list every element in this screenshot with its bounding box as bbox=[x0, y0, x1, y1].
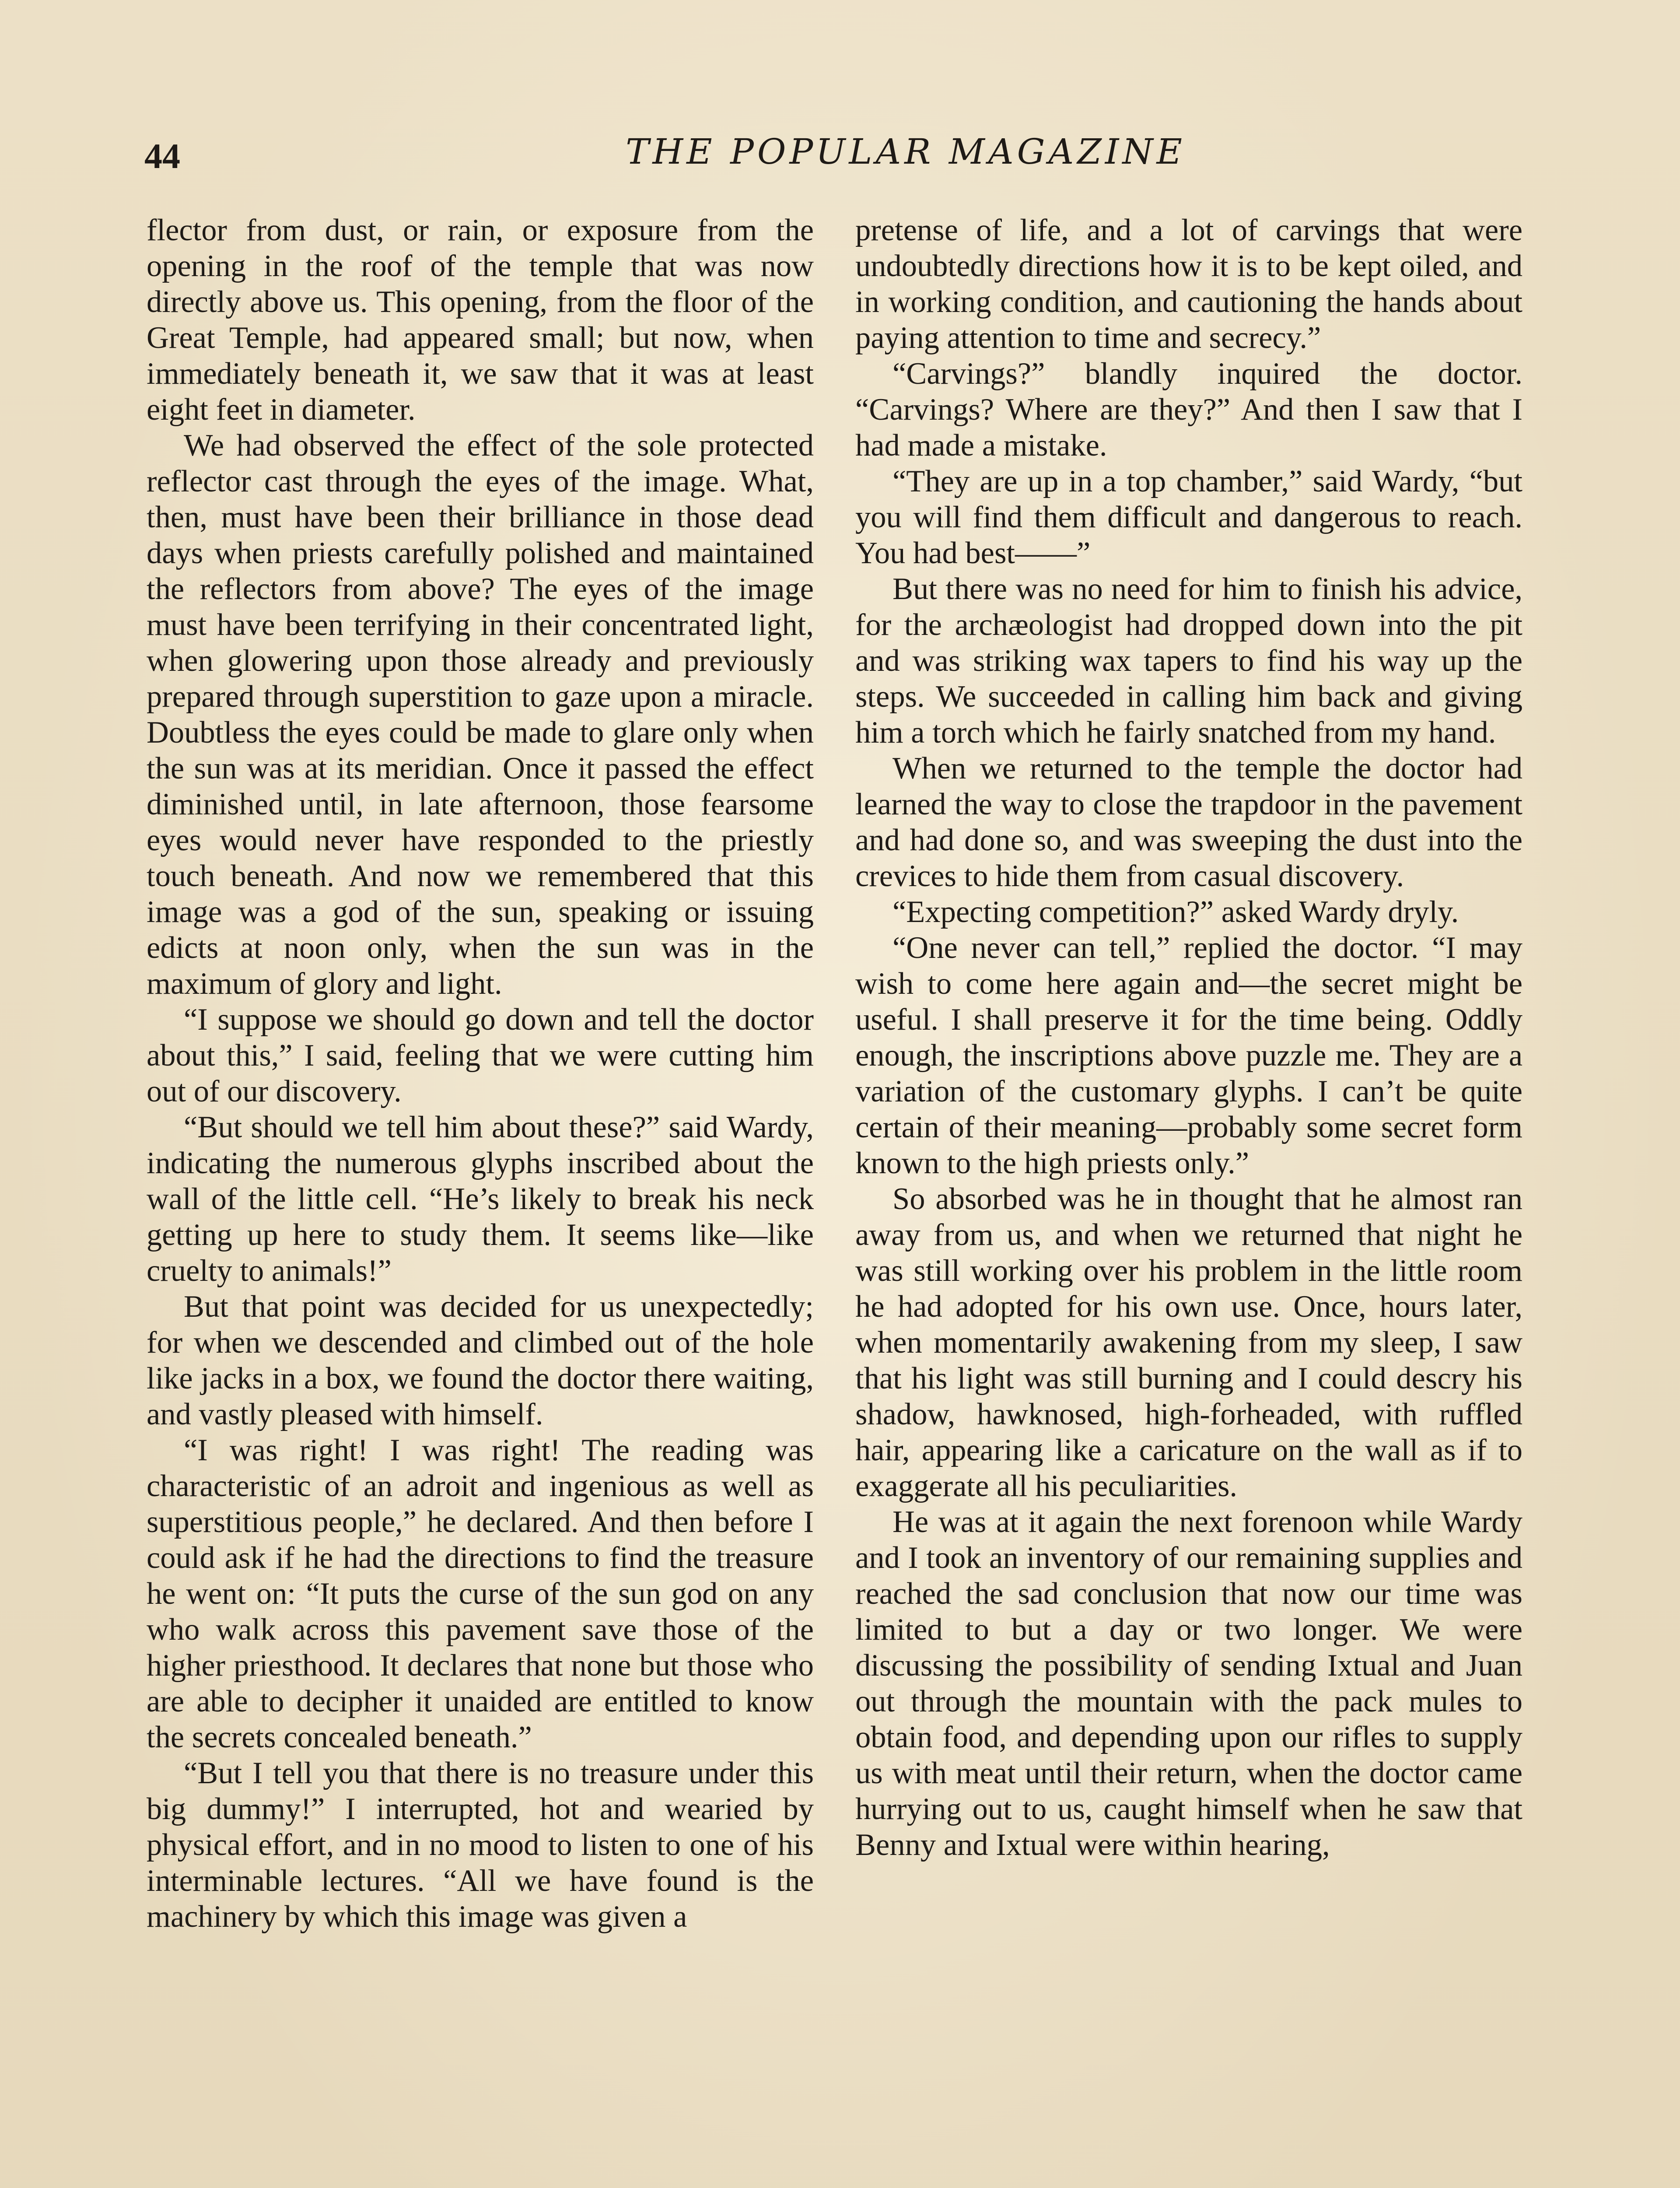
paragraph: He was at it again the next forenoon while Wardy and I took an inventory of our remaining supplies and reached the sad conclusion that now our time was limited to but a day or two longer. We were discussing the possibility of sending Ixtual and Juan out through the mountain with the pack mules to obtain food, and depending upon our rifles to supply us with meat until their return, when the doctor came hurrying out to us, caught himself when he saw that Benny and Ixtual were within hearing, bbox=[855, 1505, 1522, 1862]
paragraph: “Expecting competition?” asked Wardy dryly. bbox=[892, 895, 1459, 929]
right-column bbox=[855, 212, 1522, 1863]
page-number: 44 bbox=[144, 136, 180, 176]
paragraph: When we returned to the temple the doctor had learned the way to close the trapdoor in the pavement and had done so, and was sweeping the dust into the crevices to hide them from casual discovery. bbox=[855, 751, 1522, 893]
paragraph: “I suppose we should go down and tell the doctor about this,” I said, feeling that we were cutting him out of our discovery. bbox=[147, 1003, 814, 1108]
paragraph: flector from dust, or rain, or exposure from the opening in the roof of the temple that was now directly above us. This opening, from the floor of the Great Temple, had appeared small; but now, when immediately beneath it, we saw that it was at least eight feet in diameter. bbox=[147, 213, 814, 427]
paragraph: pretense of life, and a lot of carvings that were undoubtedly directions how it is to be kept oiled, and in working condition, and cautioning the hands about paying attention to time and secrecy.” bbox=[855, 213, 1522, 355]
paragraph: But that point was decided for us unexpectedly; for when we descended and climbed out of the hole like jacks in a box, we found the doctor there waiting, and vastly pleased with himself. bbox=[147, 1290, 814, 1431]
left-column bbox=[147, 212, 814, 1935]
page-header bbox=[144, 131, 1536, 188]
paragraph: So absorbed was he in thought that he almost ran away from us, and when we returned that night he was still working over his problem in the little room he had adopted for his own use. Once, hours later, when momentarily awakening from my sleep, I saw that his light was still burning and I could descry his shadow, hawknosed, high-forheaded, with ruffled hair, appearing like a caricature on the wall as if to exaggerate all his peculiarities. bbox=[855, 1182, 1522, 1503]
paragraph: “I was right! I was right! The reading was characteristic of an adroit and ingenious as well as superstitious people,” he declared. And then before I could ask if he had the directions to find the treasure he went on: “It puts the curse of the sun god on any who walk across this pavement save those of the higher priesthood. It declares that none but those who are able to decipher it unaided are entitled to know the secrets concealed beneath.” bbox=[147, 1433, 814, 1754]
paragraph: “They are up in a top chamber,” said Wardy, “but you will find them difficult and dangerous to reach. You had best——” bbox=[855, 464, 1522, 570]
paragraph: “Carvings?” blandly inquired the doctor. “Carvings? Where are they?” And then I saw that I had made a mistake. bbox=[855, 357, 1522, 463]
paragraph: “But I tell you that there is no treasure under this big dummy!” I interrupted, hot and wearied by physical effort, and in no mood to listen to one of his interminable lectures. “All we have found is the machinery by which this image was given a bbox=[147, 1756, 814, 1934]
paragraph: “One never can tell,” replied the doctor. “I may wish to come here again and—the secret might be useful. I shall preserve it for the time being. Oddly enough, the inscriptions above puzzle me. They are a variation of the customary glyphs. I can’t be quite certain of their meaning—probably some secret form known to the high priests only.” bbox=[855, 931, 1522, 1180]
paragraph: We had observed the effect of the sole protected reflector cast through the eyes of the image. What, then, must have been their brilliance in those dead days when priests carefully polished and maintained the reflectors from above? The eyes of the image must have been terrifying in their concentrated light, when glowering upon those already and previously prepared through superstition to gaze upon a miracle. Doubtless the eyes could be made to glare only when the sun was at its meridian. Once it passed the effect diminished until, in late afternoon, those fearsome eyes would never have responded to the priestly touch beneath. And now we remembered that this image was a god of the sun, speaking or issuing edicts at noon only, when the sun was in the maximum of glory and light. bbox=[147, 428, 814, 1001]
paragraph: But there was no need for him to finish his advice, for the archæologist had dropped down into the pit and was striking wax tapers to find his way up the steps. We succeeded in calling him back and giving him a torch which he fairly snatched from my hand. bbox=[855, 572, 1522, 750]
paragraph: “But should we tell him about these?” said Wardy, indicating the numerous glyphs inscribed about the wall of the little cell. “He’s likely to break his neck getting up here to study them. It seems like—like cruelty to animals!” bbox=[147, 1110, 814, 1288]
magazine-title: THE POPULAR MAGAZINE bbox=[626, 131, 1186, 172]
